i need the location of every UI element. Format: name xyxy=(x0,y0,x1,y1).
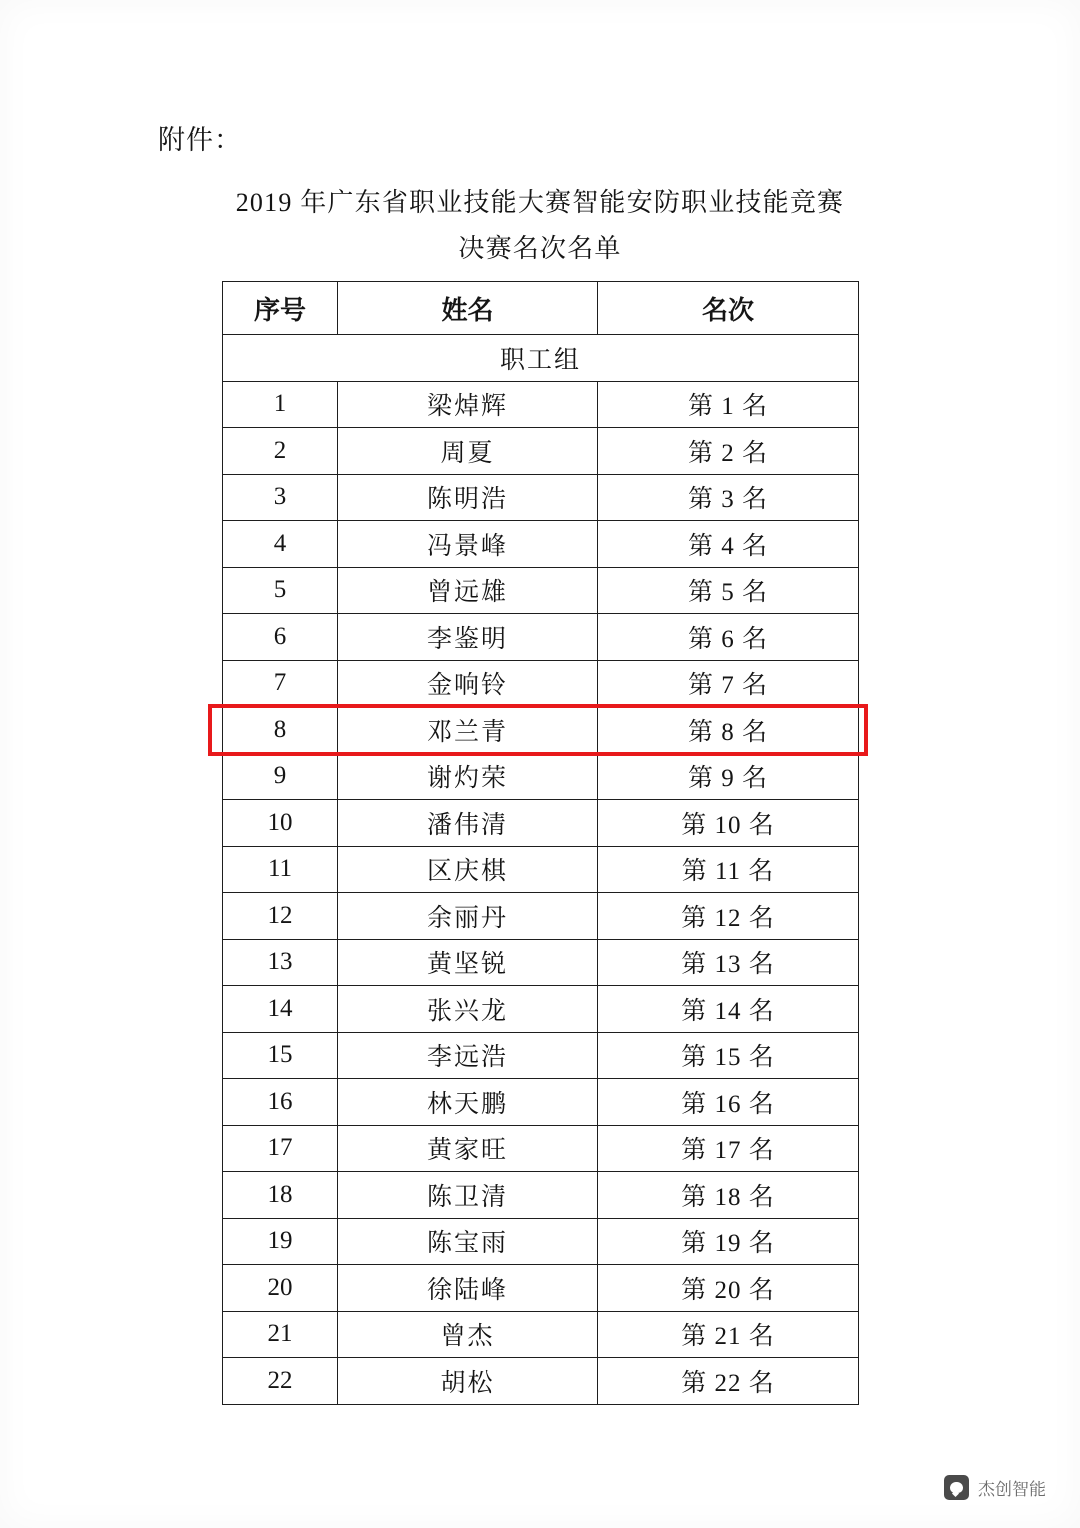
cell-index: 5 xyxy=(223,567,338,614)
cell-rank: 第 4 名 xyxy=(598,521,859,568)
cell-index: 6 xyxy=(223,614,338,661)
cell-index: 7 xyxy=(223,660,338,707)
cell-rank: 第 6 名 xyxy=(598,614,859,661)
cell-index: 18 xyxy=(223,1172,338,1219)
table-row xyxy=(223,614,859,661)
cell-rank: 第 22 名 xyxy=(598,1358,859,1405)
table-row xyxy=(223,1172,859,1219)
cell-index: 4 xyxy=(223,521,338,568)
attachment-label: 附件： xyxy=(158,125,242,155)
table-row xyxy=(223,939,859,986)
cell-name: 胡松 xyxy=(338,1358,598,1405)
table-row xyxy=(223,1079,859,1126)
table-row xyxy=(223,753,859,800)
cell-rank: 第 14 名 xyxy=(598,986,859,1033)
cell-index: 20 xyxy=(223,1265,338,1312)
table-row xyxy=(223,474,859,521)
cell-rank: 第 7 名 xyxy=(598,660,859,707)
column-header-name: 姓名 xyxy=(338,282,598,335)
cell-index: 11 xyxy=(223,846,338,893)
cell-name: 余丽丹 xyxy=(338,893,598,940)
cell-name: 张兴龙 xyxy=(338,986,598,1033)
table-row xyxy=(223,1358,859,1405)
cell-rank: 第 17 名 xyxy=(598,1125,859,1172)
cell-index: 2 xyxy=(223,428,338,475)
title-line-2: 决赛名次名单 xyxy=(458,233,622,263)
group-header-label: 职工组 xyxy=(223,335,859,382)
cell-rank: 第 2 名 xyxy=(598,428,859,475)
cell-index: 8 xyxy=(223,707,338,754)
wechat-account-icon xyxy=(944,1475,969,1500)
cell-index: 19 xyxy=(223,1218,338,1265)
cell-name: 邓兰青 xyxy=(338,707,598,754)
watermark-label: 杰创智能 xyxy=(978,1480,1046,1499)
table-row xyxy=(223,986,859,1033)
cell-rank: 第 21 名 xyxy=(598,1311,859,1358)
cell-name: 林天鹏 xyxy=(338,1079,598,1126)
cell-rank: 第 12 名 xyxy=(598,893,859,940)
cell-index: 1 xyxy=(223,381,338,428)
cell-name: 陈宝雨 xyxy=(338,1218,598,1265)
cell-rank: 第 18 名 xyxy=(598,1172,859,1219)
table-row xyxy=(223,707,859,754)
cell-name: 李鉴明 xyxy=(338,614,598,661)
table-row xyxy=(223,846,859,893)
cell-index: 3 xyxy=(223,474,338,521)
table-row xyxy=(223,1218,859,1265)
cell-name: 谢灼荣 xyxy=(338,753,598,800)
rank-table xyxy=(222,281,859,1405)
table-row xyxy=(223,428,859,475)
table-row xyxy=(223,521,859,568)
cell-name: 徐陆峰 xyxy=(338,1265,598,1312)
cell-name: 潘伟清 xyxy=(338,800,598,847)
cell-name: 周夏 xyxy=(338,428,598,475)
cell-name: 黄坚锐 xyxy=(338,939,598,986)
cell-index: 21 xyxy=(223,1311,338,1358)
cell-rank: 第 1 名 xyxy=(598,381,859,428)
column-header-index: 序号 xyxy=(223,282,338,335)
cell-index: 13 xyxy=(223,939,338,986)
column-header-rank: 名次 xyxy=(598,282,859,335)
cell-rank: 第 5 名 xyxy=(598,567,859,614)
cell-rank: 第 9 名 xyxy=(598,753,859,800)
table-row xyxy=(223,660,859,707)
cell-name: 陈明浩 xyxy=(338,474,598,521)
cell-name: 曾远雄 xyxy=(338,567,598,614)
cell-index: 9 xyxy=(223,753,338,800)
title-line-1: 2019 年广东省职业技能大赛智能安防职业技能竞赛 xyxy=(235,188,845,217)
table-row xyxy=(223,1311,859,1358)
cell-index: 14 xyxy=(223,986,338,1033)
table-row xyxy=(223,800,859,847)
cell-rank: 第 19 名 xyxy=(598,1218,859,1265)
cell-rank: 第 20 名 xyxy=(598,1265,859,1312)
cell-index: 22 xyxy=(223,1358,338,1405)
cell-index: 12 xyxy=(223,893,338,940)
table-row xyxy=(223,381,859,428)
table-header-row xyxy=(223,282,859,335)
cell-name: 李远浩 xyxy=(338,1032,598,1079)
cell-rank: 第 10 名 xyxy=(598,800,859,847)
watermark xyxy=(944,1475,1046,1500)
table-row xyxy=(223,1125,859,1172)
cell-rank: 第 16 名 xyxy=(598,1079,859,1126)
cell-rank: 第 3 名 xyxy=(598,474,859,521)
page-title xyxy=(0,180,1080,271)
table-row xyxy=(223,1032,859,1079)
group-header-row xyxy=(223,335,859,382)
cell-index: 10 xyxy=(223,800,338,847)
cell-name: 黄家旺 xyxy=(338,1125,598,1172)
cell-rank: 第 11 名 xyxy=(598,846,859,893)
cell-name: 区庆棋 xyxy=(338,846,598,893)
cell-index: 15 xyxy=(223,1032,338,1079)
cell-name: 陈卫清 xyxy=(338,1172,598,1219)
cell-name: 金响铃 xyxy=(338,660,598,707)
cell-index: 17 xyxy=(223,1125,338,1172)
table-row xyxy=(223,1265,859,1312)
table-row xyxy=(223,893,859,940)
cell-index: 16 xyxy=(223,1079,338,1126)
cell-rank: 第 8 名 xyxy=(598,707,859,754)
cell-rank: 第 15 名 xyxy=(598,1032,859,1079)
cell-name: 曾杰 xyxy=(338,1311,598,1358)
cell-name: 冯景峰 xyxy=(338,521,598,568)
table-row xyxy=(223,567,859,614)
cell-rank: 第 13 名 xyxy=(598,939,859,986)
cell-name: 梁焯辉 xyxy=(338,381,598,428)
